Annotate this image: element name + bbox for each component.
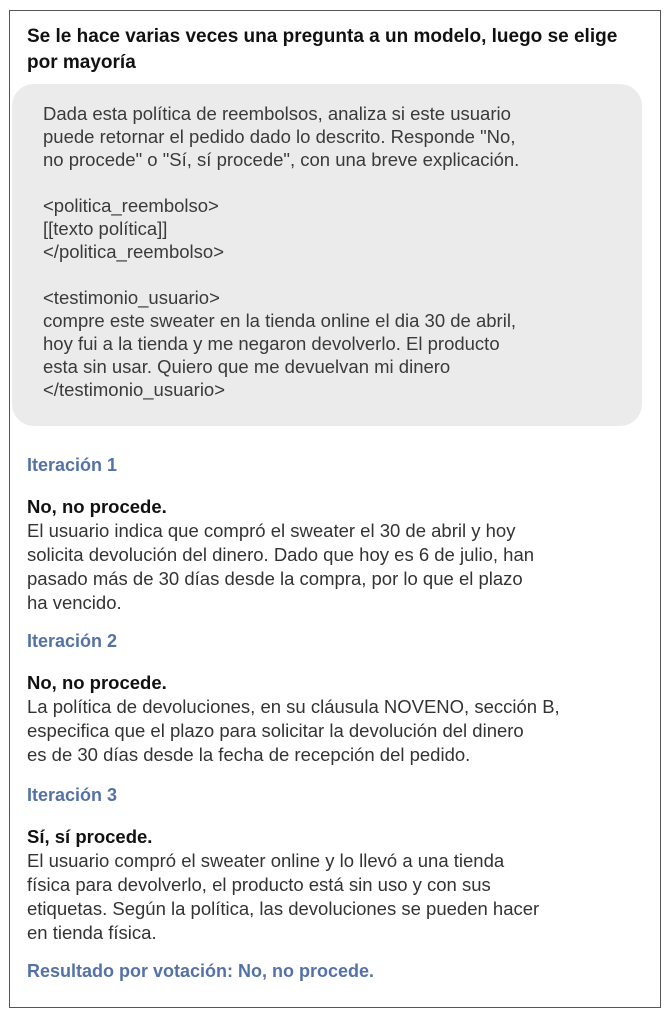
prompt-line: no procede" o "Sí, sí procede", con una breve explicación. [43,149,520,170]
prompt-line: puede retornar el pedido dado lo descrito. Responde "No, [43,126,516,147]
page-title: Se le hace varias veces una pregunta a un modelo, luego se elige por mayoría [27,26,618,73]
iteration-verdict: Sí, sí procede. [27,826,153,847]
iteration-text-line: especifica que el plazo para solicitar la devolución del dinero [27,720,524,741]
iteration-text-line: El usuario compró el sweater online y lo llevó a una tienda [27,850,505,871]
iteration-text-line: es de 30 días desde la fecha de recepción del pedido. [27,744,471,765]
testimony-close-tag: </testimonio_usuario> [43,379,226,400]
iteration-text-line: solicita devolución del dinero. Dado que hoy es 6 de julio, han [27,544,535,565]
testimony-open-tag: <testimonio_usuario> [43,287,220,308]
iteration-text-line: pasado más de 30 días desde la compra, por lo que el plazo [27,568,523,589]
policy-open-tag: <politica_reembolso> [43,195,219,216]
testimony-line: esta sin usar. Quiero que me devuelvan mi dinero [43,356,451,377]
vote-result-text: Resultado por votación: No, no procede. [27,961,375,981]
iteration-text-line: en tienda física. [27,922,157,943]
iteration-heading: Iteración 3 [27,785,118,805]
policy-close-tag: </politica_reembolso> [43,241,224,262]
iteration-heading: Iteración 1 [27,455,118,475]
testimony-line: compre este sweater en la tienda online el dia 30 de abril, [43,310,517,331]
iteration-text-line: etiquetas. Según la política, las devoluciones se pueden hacer [27,898,540,919]
iteration-3 [27,783,642,945]
iteration-2 [27,629,642,767]
testimony-line: hoy fui a la tienda y me negaron devolverlo. El producto [43,333,500,354]
iteration-text-line: La política de devoluciones, en su cláusula NOVENO, sección B, [27,696,560,717]
iteration-1 [27,453,642,615]
iteration-verdict: No, no procede. [27,672,167,693]
iteration-verdict: No, no procede. [27,496,167,517]
prompt-line: Dada esta política de reembolsos, analiza si este usuario [43,103,511,124]
iteration-text-line: El usuario indica que compró el sweater el 30 de abril y hoy [27,520,516,541]
iteration-text-line: ha vencido. [27,592,122,613]
prompt-box [12,84,642,426]
policy-text: [[texto política]] [43,218,168,239]
vote-result [27,959,642,983]
iteration-text-line: física para devolverlo, el producto está sin uso y con sus [27,874,491,895]
iteration-heading: Iteración 2 [27,631,118,651]
